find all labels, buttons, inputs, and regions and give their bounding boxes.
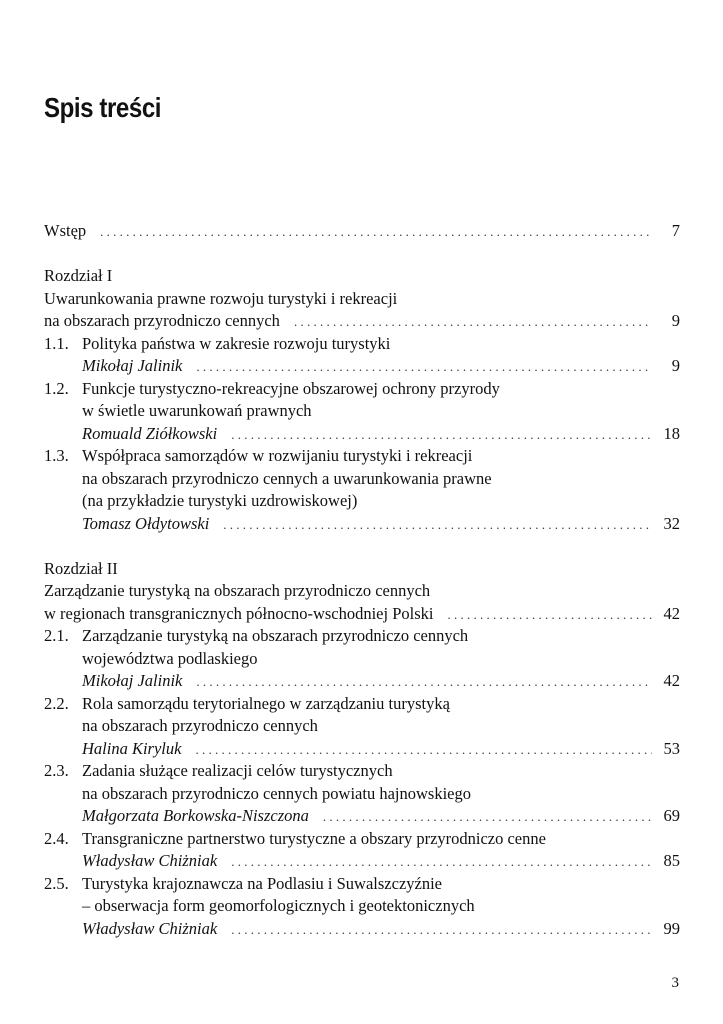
dot-leader — [447, 604, 652, 627]
dot-leader — [100, 221, 652, 244]
section-title-text: na obszarach przyrodniczo cennych a uwarunkowania prawne — [82, 468, 492, 488]
section-title-line — [44, 400, 680, 423]
toc-page-number: 9 — [671, 311, 680, 330]
section-title-text: Współpraca samorządów w rozwijaniu turystyki i rekreacji — [82, 446, 473, 465]
section-title-line — [44, 445, 680, 468]
toc-entry-section[interactable] — [44, 738, 680, 761]
dot-leader — [294, 311, 652, 334]
section-number: 2.1. — [44, 626, 69, 645]
page-title: Spis treści — [44, 92, 162, 123]
section-title-line — [44, 783, 680, 806]
section-title-text: Polityka państwa w zakresie rozwoju turystyki — [82, 333, 391, 353]
dot-leader — [195, 739, 652, 762]
toc-entry-label: Wstęp — [44, 221, 87, 240]
section-title-text: Zadania służące realizacji celów turystycznych — [82, 761, 393, 780]
dot-leader — [231, 851, 652, 874]
section-title-line — [44, 333, 680, 356]
section-title-line — [44, 873, 680, 896]
section-number: 2.4. — [44, 828, 69, 848]
section-title-line — [44, 828, 680, 851]
toc-entry-section[interactable] — [44, 850, 680, 873]
toc-page-number: 32 — [663, 513, 680, 533]
toc-page-number: 85 — [663, 851, 680, 870]
table-of-contents — [44, 220, 680, 940]
section-author: Romuald Ziółkowski — [82, 423, 218, 443]
section-title-text: Funkcje turystyczno-rekreacyjne obszarowej ochrony przyrody — [82, 378, 500, 398]
section-title-line — [44, 378, 680, 401]
section-title-line — [44, 490, 680, 513]
dot-leader — [231, 424, 652, 447]
section-title-text: (na przykładzie turystyki uzdrowiskowej) — [82, 491, 358, 510]
chapter-title-line: Zarządzanie turystyką na obszarach przyrodniczo cennych — [44, 581, 431, 600]
section-title-line — [44, 468, 680, 491]
chapter-title-line: Uwarunkowania prawne rozwoju turystyki i rekreacji — [44, 288, 398, 308]
section-title-text: na obszarach przyrodniczo cennych — [82, 716, 318, 735]
toc-entry-intro[interactable] — [44, 220, 680, 243]
toc-page-number: 53 — [663, 738, 680, 758]
section-number: 1.2. — [44, 378, 69, 398]
section-number: 1.3. — [44, 446, 69, 465]
section-title-line — [44, 693, 680, 716]
section-title-line — [44, 760, 680, 783]
toc-entry-section[interactable] — [44, 355, 680, 378]
section-title-text: Rola samorządu terytorialnego w zarządzaniu turystyką — [82, 693, 450, 713]
section-author: Władysław Chiżniak — [82, 851, 218, 870]
section-title-line — [44, 625, 680, 648]
toc-page-number: 9 — [671, 356, 680, 375]
section-title-text: Transgraniczne partnerstwo turystyczne a obszary przyrodniczo cenne — [82, 828, 546, 848]
chapter-label: Rozdział II — [44, 558, 118, 578]
toc-entry-section[interactable] — [44, 513, 680, 536]
section-title-text: na obszarach przyrodniczo cennych powiatu hajnowskiego — [82, 783, 471, 803]
toc-entry-section[interactable] — [44, 670, 680, 693]
dot-leader — [196, 356, 652, 379]
section-title-text: – obserwacja form geomorfologicznych i geotektonicznych — [82, 896, 475, 915]
section-author: Tomasz Ołdytowski — [82, 513, 210, 533]
section-number: 2.5. — [44, 873, 69, 893]
toc-entry-section[interactable] — [44, 805, 680, 828]
section-title-line — [44, 648, 680, 671]
toc-page-number: 18 — [663, 423, 680, 443]
section-title-line — [44, 715, 680, 738]
section-title-text: województwa podlaskiego — [82, 648, 258, 668]
chapter-label: Rozdział I — [44, 266, 113, 285]
chapter-title-line: na obszarach przyrodniczo cennych — [44, 311, 280, 330]
dot-leader — [231, 919, 652, 942]
dot-leader — [323, 806, 652, 829]
dot-leader — [223, 514, 652, 537]
section-title-text: Turystyka krajoznawcza na Podlasiu i Suwalszczyźnie — [82, 873, 443, 893]
section-author: Mikołaj Jalinik — [82, 671, 183, 690]
dot-leader — [196, 671, 652, 694]
toc-page-number: 7 — [671, 221, 680, 240]
chapter-title-line: w regionach transgranicznych północno-wschodniej Polski — [44, 603, 434, 623]
toc-entry-chapter[interactable] — [44, 310, 680, 333]
section-title-text: w świetle uwarunkowań prawnych — [82, 401, 312, 420]
toc-entry-section[interactable] — [44, 423, 680, 446]
section-title-line — [44, 895, 680, 918]
toc-entry-section[interactable] — [44, 918, 680, 941]
section-author: Władysław Chiżniak — [82, 918, 218, 938]
toc-entry-chapter[interactable] — [44, 603, 680, 626]
toc-page-number: 42 — [663, 671, 680, 690]
toc-page-number: 99 — [663, 918, 680, 938]
section-author: Halina Kiryluk — [82, 738, 182, 758]
section-number: 2.3. — [44, 761, 69, 780]
toc-page-number: 69 — [663, 806, 680, 825]
page-number: 3 — [671, 975, 679, 991]
section-number: 2.2. — [44, 693, 69, 713]
section-author: Małgorzata Borkowska-Niszczona — [82, 806, 309, 825]
toc-page-number: 42 — [663, 603, 680, 623]
section-number: 1.1. — [44, 333, 69, 353]
section-author: Mikołaj Jalinik — [82, 356, 183, 375]
section-title-text: Zarządzanie turystyką na obszarach przyrodniczo cennych — [82, 626, 469, 645]
